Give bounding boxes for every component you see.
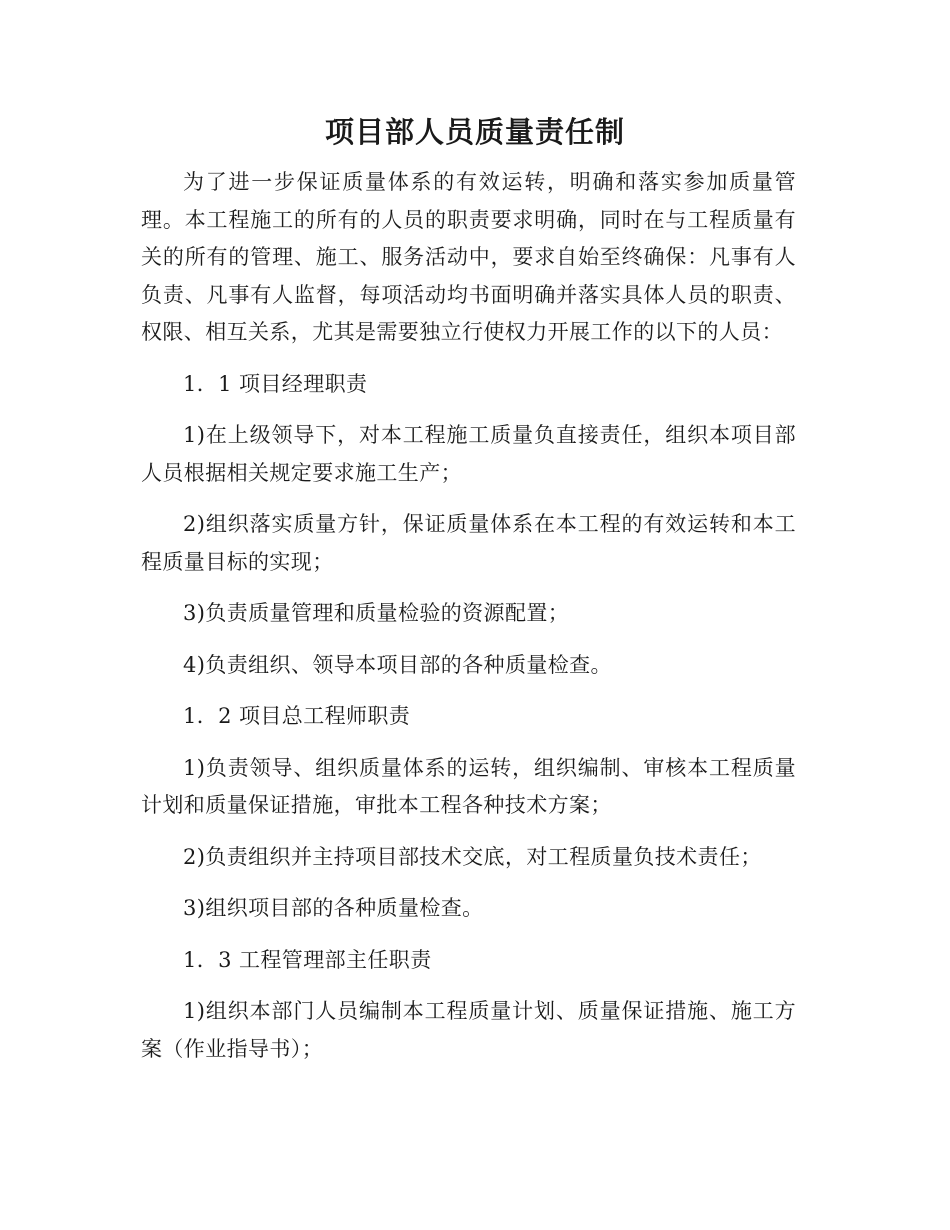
chief-engineer-duty-1: 1)负责领导、组织质量体系的运转，组织编制、审核本工程质量计划和质量保证措施，审批本工程各种技术方案； bbox=[141, 755, 796, 817]
document-body bbox=[141, 164, 796, 1068]
project-manager-duty-1: 1)在上级领导下，对本工程施工质量负直接责任，组织本项目部人员根据相关规定要求施工生产； bbox=[141, 423, 796, 485]
section-heading-chief-engineer: 1．2 项目总工程师职责 bbox=[183, 704, 411, 728]
chief-engineer-duty-3: 3)组织项目部的各种质量检查。 bbox=[183, 896, 484, 920]
intro-paragraph: 为了进一步保证质量体系的有效运转，明确和落实参加质量管理。本工程施工的所有的人员的职责要求明确，同时在与工程质量有关的所有的管理、施工、服务活动中，要求自始至终确保：凡事有人负责、凡事有人监督，每项活动均书面明确并落实具体人员的职责、权限、相互关系，尤其是需要独立行使权力开展工作的以下的人员： bbox=[141, 170, 796, 344]
document-title: 项目部人员质量责任制 bbox=[324, 115, 625, 149]
engineering-director-duty-1: 1)组织本部门人员编制本工程质量计划、质量保证措施、施工方案（作业指导书）； bbox=[141, 999, 796, 1061]
project-manager-duty-2: 2)组织落实质量方针，保证质量体系在本工程的有效运转和本工程质量目标的实现； bbox=[141, 512, 796, 574]
chief-engineer-duty-2: 2)负责组织并主持项目部技术交底，对工程质量负技术责任； bbox=[183, 844, 762, 869]
project-manager-duty-4: 4)负责组织、领导本项目部的各种质量检查。 bbox=[183, 652, 612, 677]
section-heading-engineering-director: 1．3 工程管理部主任职责 bbox=[183, 947, 432, 972]
section-heading-project-manager: 1．1 项目经理职责 bbox=[183, 371, 368, 396]
project-manager-duty-3: 3)负责质量管理和质量检验的资源配置； bbox=[183, 601, 570, 625]
